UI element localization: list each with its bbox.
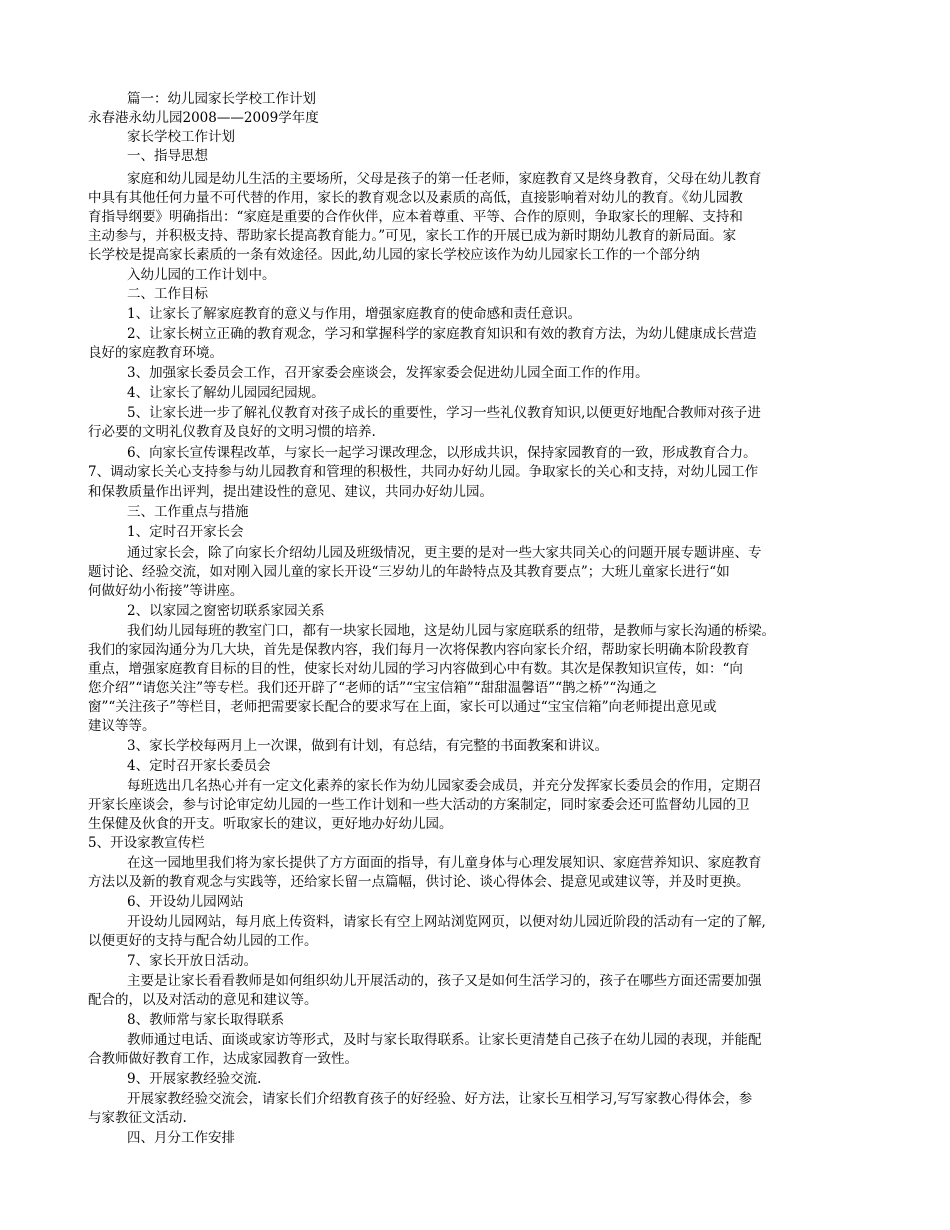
sub-heading: 5、开设家教宣传栏	[88, 835, 205, 851]
paragraph-line: 以便更好的支持与配合幼儿园的工作。	[88, 933, 318, 949]
sub-heading: 3、家长学校每两月上一次课，做到有计划，有总结，有完整的书面教案和讲议。	[127, 738, 609, 754]
sub-heading: 9、开展家教经验交流.	[127, 1071, 262, 1087]
goal-item-cont: 和保教质量作出评判，提出建设性的意见、建议，共同办好幼儿园。	[88, 484, 493, 500]
paragraph-line: 您介绍”“请您关注”等专栏。我们还开辟了“老师的话”“宝宝信箱”“甜甜温馨语”“鹊之桥”“沟通之	[88, 680, 657, 696]
paragraph-line: 育指导纲要》明确指出：“家庭是重要的合作伙伴，应本着尊重、平等、合作的原则，争取家长的理解、支持和	[88, 209, 743, 225]
goal-item: 4、让家长了解幼儿园园纪园规。	[127, 385, 325, 401]
paragraph-line: 重点，增强家庭教育目标的目的性，使家长对幼儿园的学习内容做到心中有数。其次是保教知识宣传，如：“向	[88, 661, 743, 677]
paragraph-line: 开家长座谈会，参与讨论审定幼儿园的一些工作计划和一些大活动的方案制定，同时家委会还可监督幼儿园的卫	[88, 797, 750, 813]
sub-heading: 4、定时召开家长委员会	[127, 758, 271, 774]
sub-heading: 2、以家园之窗密切联系家园关系	[127, 603, 325, 619]
sub-heading: 1、定时召开家长会	[127, 524, 244, 540]
section-heading: 三、工作重点与措施	[127, 504, 249, 520]
paragraph-line: 我们幼儿园每班的教室门口，都有一块家长园地，这是幼儿园与家庭联系的纽带，是教师与家长沟通的桥梁。	[127, 623, 775, 639]
sub-heading: 7、家长开放日活动。	[127, 953, 258, 969]
doc-title: 篇一：幼儿园家长学校工作计划	[127, 91, 316, 107]
paragraph-line: 长学校是提高家长素质的一条有效途径。因此,幼儿园的家长学校应该作为幼儿园家长工作的一个部分纳	[88, 247, 700, 263]
paragraph-line: 生保健及伙食的开支。听取家长的建议，更好地办好幼儿园。	[88, 816, 453, 832]
paragraph-line: 主动参与，并积极支持、帮助家长提高教育能力。”可见，家长工作的开展已成为新时期幼儿教育的新局面。家	[88, 228, 737, 244]
goal-item: 3、加强家长委员会工作，召开家委会座谈会，发挥家委会促进幼儿园全面工作的作用。	[127, 365, 649, 381]
section-heading: 一、指导思想	[127, 148, 208, 164]
goal-item-cont: 行必要的文明礼仪教育及良好的文明习惯的培养.	[88, 424, 376, 440]
paragraph-line: 每班选出几名热心并有一定文化素养的家长作为幼儿园家委会成员，并充分发挥家长委员会的作用，定期召	[127, 778, 762, 794]
paragraph-line: 方法以及新的教育观念与实践等，还给家长留一点篇幅，供讨论、谈心得体会、提意见或建议等，并及时更换。	[88, 874, 750, 890]
paragraph-line: 题讨论、经验交流，如对刚入园儿童的家长开设“三岁幼儿的年龄特点及其教育要点”；大班儿童家长进行“如	[88, 564, 730, 580]
paragraph-line: 通过家长会，除了向家长介绍幼儿园及班级情况，更主要的是对一些大家共同关心的问题开展专题讲座、专	[127, 545, 762, 561]
goal-item: 6、向家长宣传课程改革，与家长一起学习课改理念，以形成共识，保持家园教育的一致，形成教育合力。	[127, 445, 757, 461]
paragraph-line: 家庭和幼儿园是幼儿生活的主要场所，父母是孩子的第一任老师，家庭教育又是终身教育，父母在幼儿教育	[127, 171, 762, 187]
paragraph-line: 与家教征文活动.	[88, 1110, 187, 1126]
paragraph-line: 合教师做好教育工作，达成家园教育一致性。	[88, 1051, 358, 1067]
goal-item: 1、让家长了解家庭教育的意义与作用，增强家庭教育的使命感和责任意识。	[127, 306, 582, 322]
section-heading: 二、工作目标	[127, 286, 208, 302]
section-heading: 四、月分工作安排	[127, 1130, 235, 1146]
paragraph-line: 开设幼儿园网站，每月底上传资料，请家长有空上网站浏览网页，以便对幼儿园近阶段的活动有一定的了解,	[127, 914, 766, 930]
goal-item: 2、让家长树立正确的教育观念，学习和掌握科学的家庭教育知识和有效的教育方法，为幼儿健康成长营造	[127, 326, 757, 342]
goal-item: 7、调动家长关心支持参与幼儿园教育和管理的积极性，共同办好幼儿园。争取家长的关心和支持，对幼儿园工作	[88, 464, 759, 480]
paragraph-line: 建议等等。	[88, 718, 156, 734]
paragraph-line: 教师通过电话、面谈或家访等形式，及时与家长取得联系。让家长更清楚自己孩子在幼儿园的表现，并能配	[127, 1032, 762, 1048]
paragraph-line: 主要是让家长看看教师是如何组织幼儿开展活动的，孩子又是如何生活学习的，孩子在哪些方面还需要加强	[127, 973, 762, 989]
goal-item-cont: 良好的家庭教育环境。	[88, 345, 223, 361]
paragraph-line: 窗”“关注孩子”等栏目，老师把需要家长配合的要求写在上面，家长可以通过“宝宝信箱”向老师提出意见或	[88, 699, 717, 715]
paragraph-line: 配合的，以及对活动的意见和建议等。	[88, 992, 318, 1008]
paragraph-line: 我们的家园沟通分为几大块，首先是保教内容，我们每月一次将保教内容向家长介绍，帮助家长明确本阶段教育	[88, 642, 750, 658]
sub-heading: 8、教师常与家长取得联系	[127, 1012, 285, 1028]
goal-item: 5、让家长进一步了解礼仪教育对孩子成长的重要性，学习一些礼仪教育知识,以便更好地配合教师对孩子进	[127, 405, 761, 421]
plan-subtitle: 家长学校工作计划	[127, 129, 235, 145]
paragraph-line: 何做好幼小衔接”等讲座。	[88, 583, 244, 599]
sub-heading: 6、开设幼儿园网站	[127, 894, 244, 910]
school-year-line: 永春港永幼儿园2008——2009学年度	[88, 110, 319, 126]
paragraph-line: 入幼儿园的工作计划中。	[127, 267, 276, 283]
paragraph-line: 开展家教经验交流会，请家长们介绍教育孩子的好经验、好方法，让家长互相学习,写写家教心得体会，参	[127, 1091, 753, 1107]
paragraph-line: 中具有其他任何力量不可代替的作用，家长的教育观念以及素质的高低，直接影响着对幼儿的教育。《幼儿园教	[88, 190, 743, 206]
paragraph-line: 在这一园地里我们将为家长提供了方方面面的指导，有儿童身体与心理发展知识、家庭营养知识、家庭教育	[127, 855, 762, 871]
